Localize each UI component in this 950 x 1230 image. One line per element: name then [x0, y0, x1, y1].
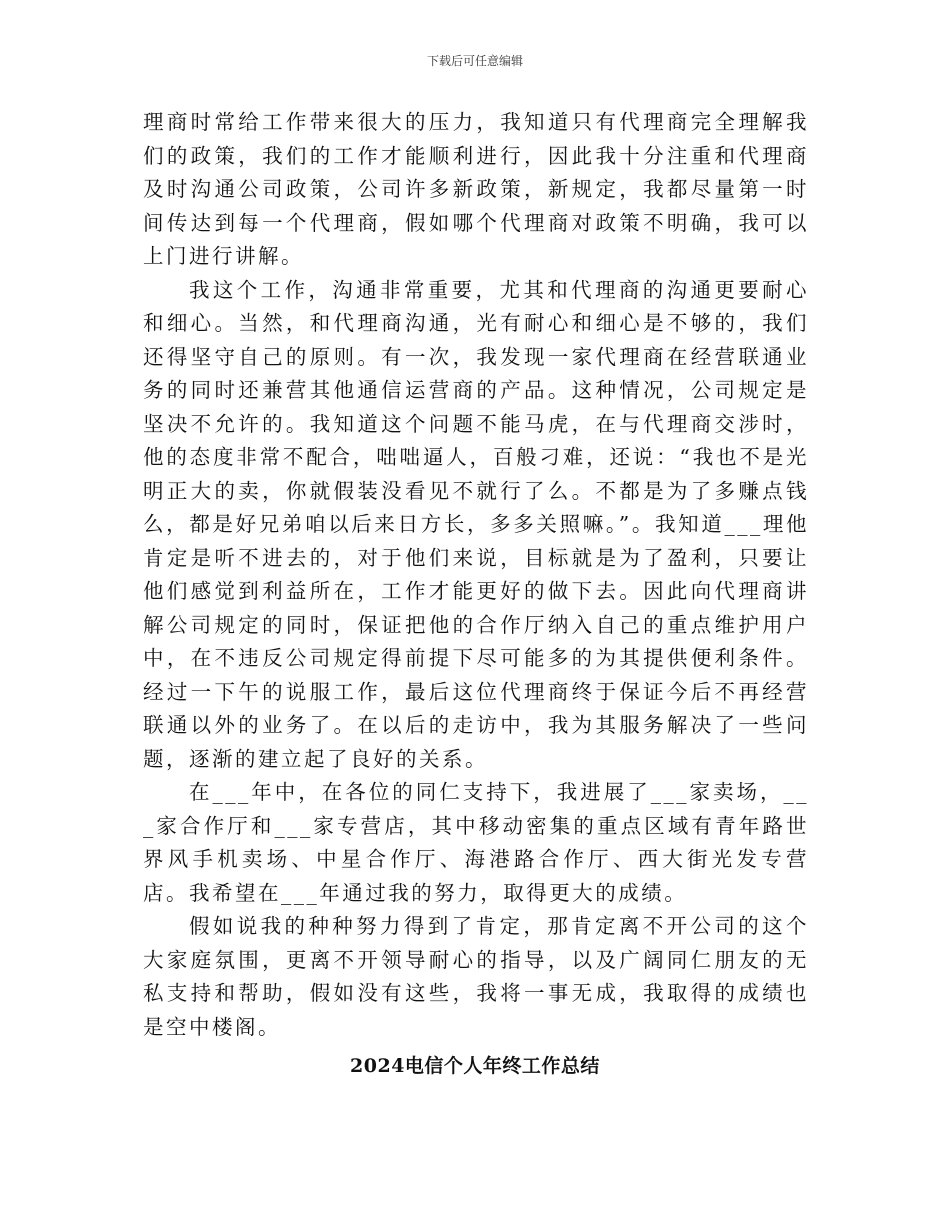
section-title: 2024电信个人年终工作总结 — [350, 1055, 600, 1077]
document-body — [143, 106, 809, 1044]
paragraph-achievements: 在___年中，在各位的同仁支持下，我进展了___家卖场，___家合作厅和___家专营店，其中移动密集的重点区域有青年路世界风手机卖场、中星合作厅、海港路合作厅、西大街光发专营店。我希望在___年通过我的努力，取得更大的成绩。 — [143, 780, 809, 905]
paragraph-gratitude: 假如说我的种种努力得到了肯定，那肯定离不开公司的这个大家庭氛围，更离不开领导耐心的指导，以及广阔同仁朋友的无私支持和帮助，假如没有这些，我将一事无成，我取得的成绩也是空中楼阁。 — [143, 914, 809, 1039]
paragraph-continued: 理商时常给工作带来很大的压力，我知道只有代理商完全理解我们的政策，我们的工作才能顺利进行，因此我十分注重和代理商及时沟通公司政策，公司许多新政策，新规定，我都尽量第一时间传达到每一个代理商，假如哪个代理商对政策不明确，我可以上门进行讲解。 — [143, 110, 809, 268]
page-header-note: 下载后可任意编辑 — [426, 54, 523, 68]
paragraph-communication: 我这个工作，沟通非常重要，尤其和代理商的沟通更要耐心和细心。当然，和代理商沟通，光有耐心和细心是不够的，我们还得坚守自己的原则。有一次，我发现一家代理商在经营联通业务的同时还兼营其他通信运营商的产品。这种情况，公司规定是坚决不允许的。我知道这个问题不能马虎，在与代理商交涉时，他的态度非常不配合，咄咄逼人，百般刁难，还说：“我也不是光明正大的卖，你就假装没看见不就行了么。不都是为了多赚点钱么，都是好兄弟咱以后来日方长，多多关照嘛。”。我知道___理他肯定是听不进去的，对于他们来说，目标就是为了盈利，只要让他们感觉到利益所在，工作才能更好的做下去。因此向代理商讲解公司规定的同时，保证把他的合作厅纳入自己的重点维护用户中，在不违反公司规定得前提下尽可能多的为其提供便利条件。经过一下午的说服工作，最后这位代理商终于保证今后不再经营联通以外的业务了。在以后的走访中，我为其服务解决了一些问题，逐渐的建立起了良好的关系。 — [143, 277, 809, 771]
